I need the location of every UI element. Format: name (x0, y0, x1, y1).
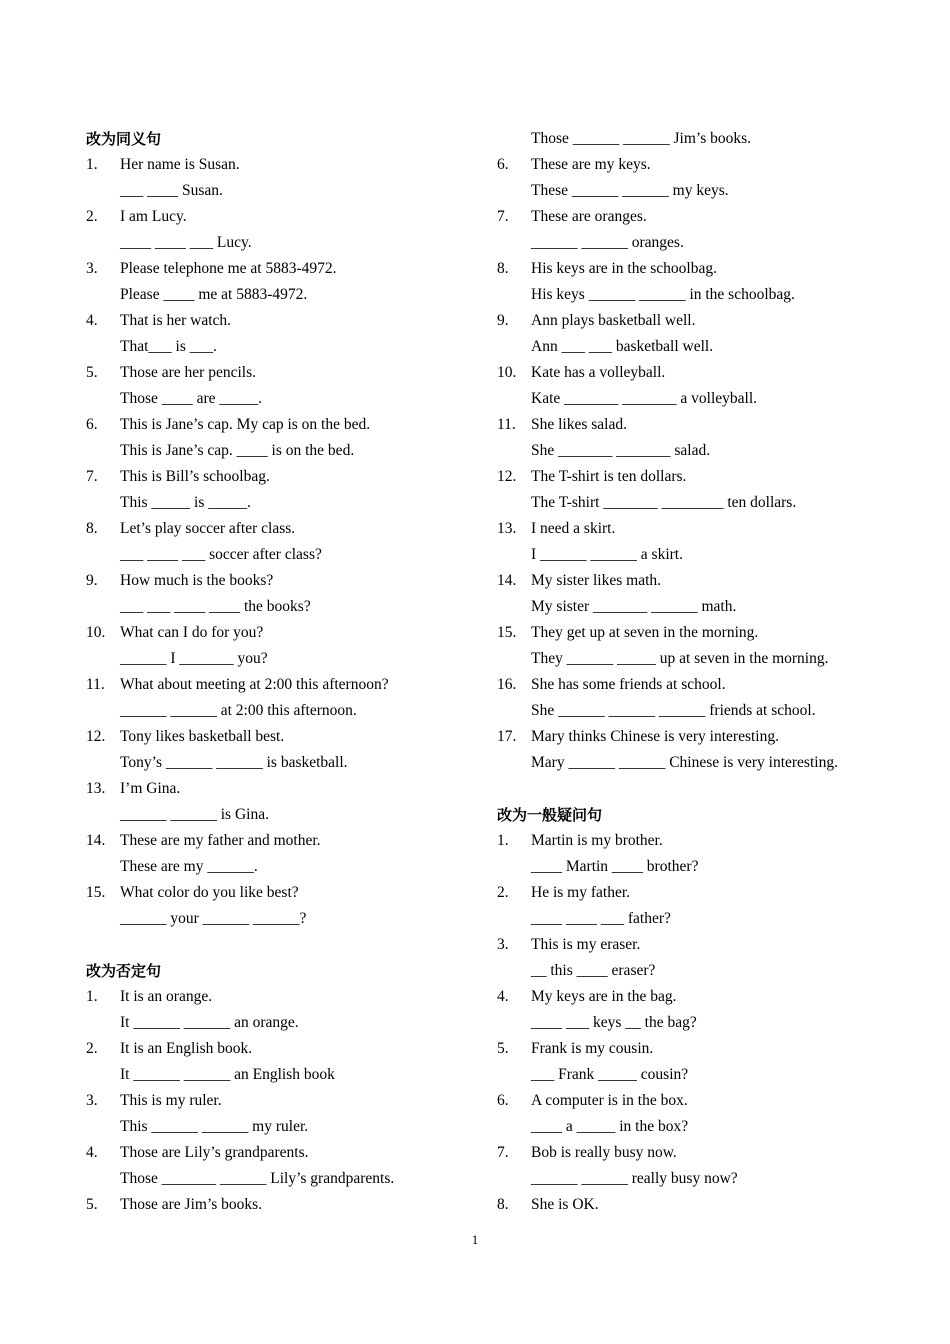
answer-line: ___ Frank _____ cousin? (531, 1066, 689, 1083)
question-text: I need a skirt. (531, 520, 616, 537)
question-number: 8. (497, 1196, 509, 1213)
question-line (497, 1036, 917, 1062)
question-text: These are oranges. (531, 208, 647, 225)
question-line (86, 204, 486, 230)
question-number: 3. (86, 1092, 98, 1109)
question-number: 2. (497, 884, 509, 901)
question-line (497, 516, 917, 542)
answer-line: Those _______ ______ Lily’s grandparents. (120, 1170, 395, 1187)
question-line (497, 152, 917, 178)
question-text: He is my father. (531, 884, 631, 901)
answer-line: She ______ ______ ______ friends at school. (531, 702, 816, 719)
answer-line: This is Jane’s cap. ____ is on the bed. (120, 442, 355, 459)
question-text: Kate has a volleyball. (531, 364, 666, 381)
question-number: 5. (497, 1040, 509, 1057)
answer-line: Mary ______ ______ Chinese is very interesting. (531, 754, 838, 771)
question-text: These are my father and mother. (120, 832, 321, 849)
question-line (497, 1192, 917, 1218)
question-text: How much is the books? (120, 572, 274, 589)
question-text: Please telephone me at 5883-4972. (120, 260, 337, 277)
question-number: 16. (497, 676, 517, 693)
answer-line: My sister _______ ______ math. (531, 598, 737, 615)
question-text: She likes salad. (531, 416, 627, 433)
answer-line: His keys ______ ______ in the schoolbag. (531, 286, 795, 303)
question-text: Let’s play soccer after class. (120, 520, 296, 537)
question-line (86, 256, 486, 282)
answer-line: ____ Martin ____ brother? (531, 858, 699, 875)
question-number: 14. (86, 832, 106, 849)
question-line (86, 360, 486, 386)
question-line (86, 880, 486, 906)
question-text: A computer is in the box. (531, 1092, 688, 1109)
answer-line: ______ ______ is Gina. (120, 806, 269, 823)
answer-line: Kate _______ _______ a volleyball. (531, 390, 757, 407)
question-line (497, 1140, 917, 1166)
question-number: 15. (86, 884, 106, 901)
question-line (86, 776, 486, 802)
question-line (86, 516, 486, 542)
answer-line: This ______ ______ my ruler. (120, 1118, 309, 1135)
question-number: 4. (86, 1144, 98, 1161)
question-text: Those are Jim’s books. (120, 1196, 263, 1213)
question-line (497, 308, 917, 334)
question-text: Martin is my brother. (531, 832, 663, 849)
answer-line: Those ____ are _____. (120, 390, 263, 407)
question-line (86, 568, 486, 594)
question-text: I am Lucy. (120, 208, 187, 225)
right-column (497, 126, 917, 1218)
question-text: They get up at seven in the morning. (531, 624, 759, 641)
question-line (86, 620, 486, 646)
question-line (86, 464, 486, 490)
question-number: 8. (497, 260, 509, 277)
question-line (497, 620, 917, 646)
question-number: 1. (497, 832, 509, 849)
question-line (497, 932, 917, 958)
question-number: 15. (497, 624, 517, 641)
page-number: 1 (471, 1232, 479, 1247)
question-line (497, 984, 917, 1010)
question-number: 14. (497, 572, 517, 589)
answer-line: ____ ____ ___ father? (531, 910, 671, 927)
question-line (497, 256, 917, 282)
question-text: I’m Gina. (120, 780, 181, 797)
answer-line: These ______ ______ my keys. (531, 182, 729, 199)
question-line (497, 412, 917, 438)
answer-line: ____ ____ ___ Lucy. (120, 234, 252, 251)
question-text: Her name is Susan. (120, 156, 240, 173)
answer-line: The T-shirt _______ ________ ten dollars. (531, 494, 797, 511)
section-heading: 改为同义句 (86, 130, 162, 148)
question-number: 2. (86, 1040, 98, 1057)
answer-line: ___ ____ ___ soccer after class? (120, 546, 322, 563)
question-number: 3. (86, 260, 98, 277)
question-number: 5. (86, 364, 98, 381)
question-text: This is Bill’s schoolbag. (120, 468, 270, 485)
answer-line: It ______ ______ an English book (120, 1066, 335, 1083)
section-heading: 改为否定句 (86, 962, 162, 980)
question-text: It is an English book. (120, 1040, 253, 1057)
question-number: 7. (497, 208, 509, 225)
question-number: 9. (86, 572, 98, 589)
answer-line: ____ ___ keys __ the bag? (531, 1014, 697, 1031)
question-line (497, 464, 917, 490)
question-number: 6. (497, 1092, 509, 1109)
answer-line: ___ ____ Susan. (120, 182, 223, 199)
question-number: 10. (86, 624, 106, 641)
question-text: My keys are in the bag. (531, 988, 677, 1005)
question-text: What can I do for you? (120, 624, 264, 641)
answer-line: Tony’s ______ ______ is basketball. (120, 754, 348, 771)
answer-line: She _______ _______ salad. (531, 442, 711, 459)
question-line (497, 568, 917, 594)
question-number: 12. (86, 728, 106, 745)
question-text: She is OK. (531, 1196, 599, 1213)
question-line (86, 672, 486, 698)
question-number: 8. (86, 520, 98, 537)
question-text: His keys are in the schoolbag. (531, 260, 717, 277)
question-text: This is Jane’s cap. My cap is on the bed. (120, 416, 371, 433)
question-number: 17. (497, 728, 517, 745)
question-text: Mary thinks Chinese is very interesting. (531, 728, 779, 745)
answer-line: Please ____ me at 5883-4972. (120, 286, 308, 303)
answer-line: Ann ___ ___ basketball well. (531, 338, 714, 355)
question-text: It is an orange. (120, 988, 213, 1005)
question-number: 1. (86, 156, 98, 173)
question-line (86, 308, 486, 334)
answer-line: That___ is ___. (120, 338, 217, 355)
question-number: 11. (86, 676, 105, 693)
answer-line: ______ ______ oranges. (531, 234, 684, 251)
question-text: These are my keys. (531, 156, 651, 173)
question-text: The T-shirt is ten dollars. (531, 468, 687, 485)
question-text: Those are her pencils. (120, 364, 256, 381)
question-number: 13. (86, 780, 106, 797)
answer-line: I ______ ______ a skirt. (531, 546, 683, 563)
question-number: 4. (497, 988, 509, 1005)
answer-line: Those ______ ______ Jim’s books. (531, 130, 752, 147)
question-number: 12. (497, 468, 517, 485)
question-line (86, 412, 486, 438)
question-number: 5. (86, 1196, 98, 1213)
question-number: 1. (86, 988, 98, 1005)
question-line (86, 1088, 486, 1114)
question-number: 7. (86, 468, 98, 485)
question-text: What color do you like best? (120, 884, 299, 901)
section-heading: 改为一般疑问句 (497, 806, 603, 824)
question-number: 2. (86, 208, 98, 225)
question-line (86, 828, 486, 854)
question-number: 6. (86, 416, 98, 433)
question-text: This is my eraser. (531, 936, 641, 953)
answer-line: These are my ______. (120, 858, 258, 875)
question-number: 10. (497, 364, 517, 381)
question-number: 6. (497, 156, 509, 173)
section-spacer (86, 932, 486, 958)
question-text: Bob is really busy now. (531, 1144, 677, 1161)
question-line (86, 724, 486, 750)
question-line (86, 1192, 486, 1218)
question-number: 13. (497, 520, 517, 537)
answer-line: ______ ______ at 2:00 this afternoon. (120, 702, 357, 719)
question-text: My sister likes math. (531, 572, 662, 589)
question-line (497, 1088, 917, 1114)
question-number: 7. (497, 1144, 509, 1161)
left-column (86, 126, 486, 1218)
question-line (86, 1036, 486, 1062)
answer-line: __ this ____ eraser? (531, 962, 656, 979)
question-line (86, 152, 486, 178)
question-text: Frank is my cousin. (531, 1040, 654, 1057)
question-line (497, 360, 917, 386)
question-line (497, 828, 917, 854)
answer-line: It ______ ______ an orange. (120, 1014, 299, 1031)
answer-line: ______ your ______ ______? (120, 910, 307, 927)
section-spacer (497, 776, 917, 802)
question-text: Tony likes basketball best. (120, 728, 285, 745)
question-line (497, 204, 917, 230)
question-text: She has some friends at school. (531, 676, 726, 693)
question-line (497, 672, 917, 698)
question-text: What about meeting at 2:00 this afternoon? (120, 676, 389, 693)
question-text: Those are Lily’s grandparents. (120, 1144, 309, 1161)
question-number: 4. (86, 312, 98, 329)
question-text: Ann plays basketball well. (531, 312, 696, 329)
answer-line: ____ a _____ in the box? (531, 1118, 689, 1135)
question-line (497, 880, 917, 906)
question-line (86, 1140, 486, 1166)
answer-line: ___ ___ ____ ____ the books? (120, 598, 311, 615)
answer-line: This _____ is _____. (120, 494, 251, 511)
answer-line: They ______ _____ up at seven in the morning. (531, 650, 829, 667)
answer-line: ______ I _______ you? (120, 650, 268, 667)
question-text: That is her watch. (120, 312, 232, 329)
question-line (497, 724, 917, 750)
question-number: 9. (497, 312, 509, 329)
question-number: 3. (497, 936, 509, 953)
answer-line: ______ ______ really busy now? (531, 1170, 738, 1187)
question-line (86, 984, 486, 1010)
question-number: 11. (497, 416, 516, 433)
question-text: This is my ruler. (120, 1092, 222, 1109)
